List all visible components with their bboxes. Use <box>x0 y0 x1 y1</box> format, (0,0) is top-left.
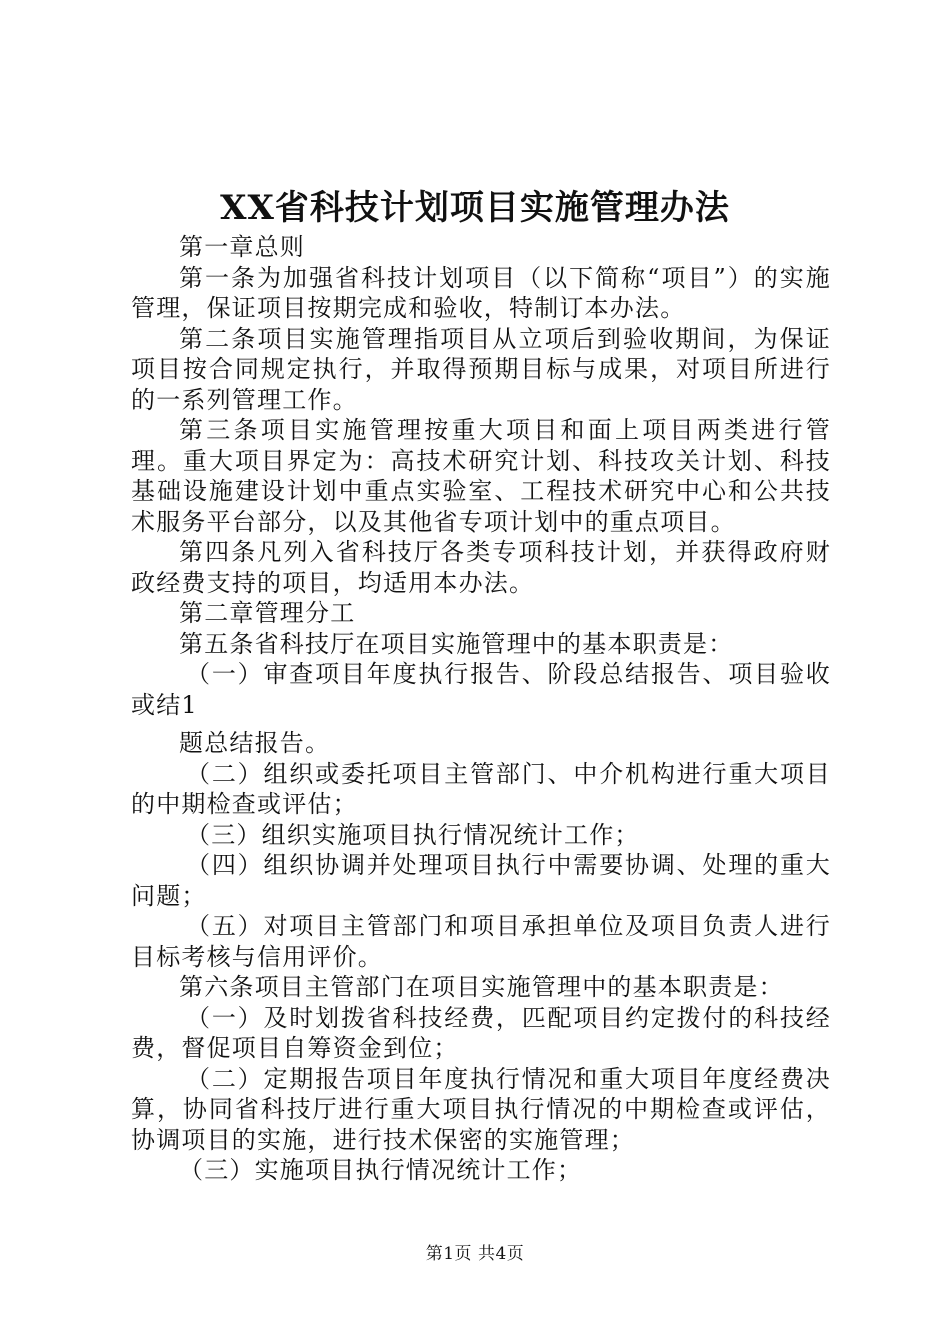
list-item: （三）组织实施项目执行情况统计工作； <box>186 820 640 849</box>
list-item: （二）定期报告项目年度执行情况和重大项目年度经费决算，协同省科技厅进行重大项目执行情况的中期检查或评估，协调项目的实施，进行技术保密的实施管理； <box>131 1064 831 1154</box>
list-item: （三）实施项目执行情况统计工作； <box>179 1156 583 1184</box>
article-paragraph: 第六条项目主管部门在项目实施管理中的基本职责是： <box>179 973 784 1001</box>
list-item: （一）审查项目年度执行报告、阶段总结报告、项目验收或结1 <box>131 660 831 719</box>
page-footer: 第1页 共4页 <box>425 1244 525 1264</box>
article-paragraph: 第二条项目实施管理指项目从立项后到验收期间，为保证项目按合同规定执行，并取得预期目标与成果，对项目所进行的一系列管理工作。 <box>131 324 831 414</box>
list-item: （一）及时划拨省科技经费，匹配项目约定拨付的科技经费，督促项目自筹资金到位； <box>131 1003 831 1062</box>
list-item: （二）组织或委托项目主管部门、中介机构进行重大项目的中期检查或评估； <box>131 759 831 818</box>
list-item: （四）组织协调并处理项目执行中需要协调、处理的重大问题； <box>131 851 831 910</box>
list-item: （五）对项目主管部门和项目承担单位及项目负责人进行目标考核与信用评价。 <box>131 912 831 971</box>
article-paragraph: 第一条为加强省科技计划项目（以下简称“项目”）的实施管理，保证项目按期完成和验收，特制订本办法。 <box>131 263 831 322</box>
article-paragraph: 第三条项目实施管理按重大项目和面上项目两类进行管理。重大项目界定为：高技术研究计划、科技攻关计划、科技基础设施建设计划中重点实验室、工程技术研究中心和公共技术服务平台部分，以及其他省专项计划中的重点项目。 <box>131 416 831 536</box>
chapter-heading: 第二章管理分工 <box>179 599 356 627</box>
document-title: XX省科技计划项目实施管理办法 <box>220 188 730 228</box>
document-body <box>131 232 831 1186</box>
article-paragraph: 第五条省科技厅在项目实施管理中的基本职责是： <box>179 629 734 658</box>
article-paragraph: 第四条凡列入省科技厅各类专项科技计划，并获得政府财政经费支持的项目，均适用本办法。 <box>131 538 831 597</box>
chapter-heading: 第一章总则 <box>179 233 305 261</box>
continuation-paragraph: 题总结报告。 <box>179 729 331 757</box>
